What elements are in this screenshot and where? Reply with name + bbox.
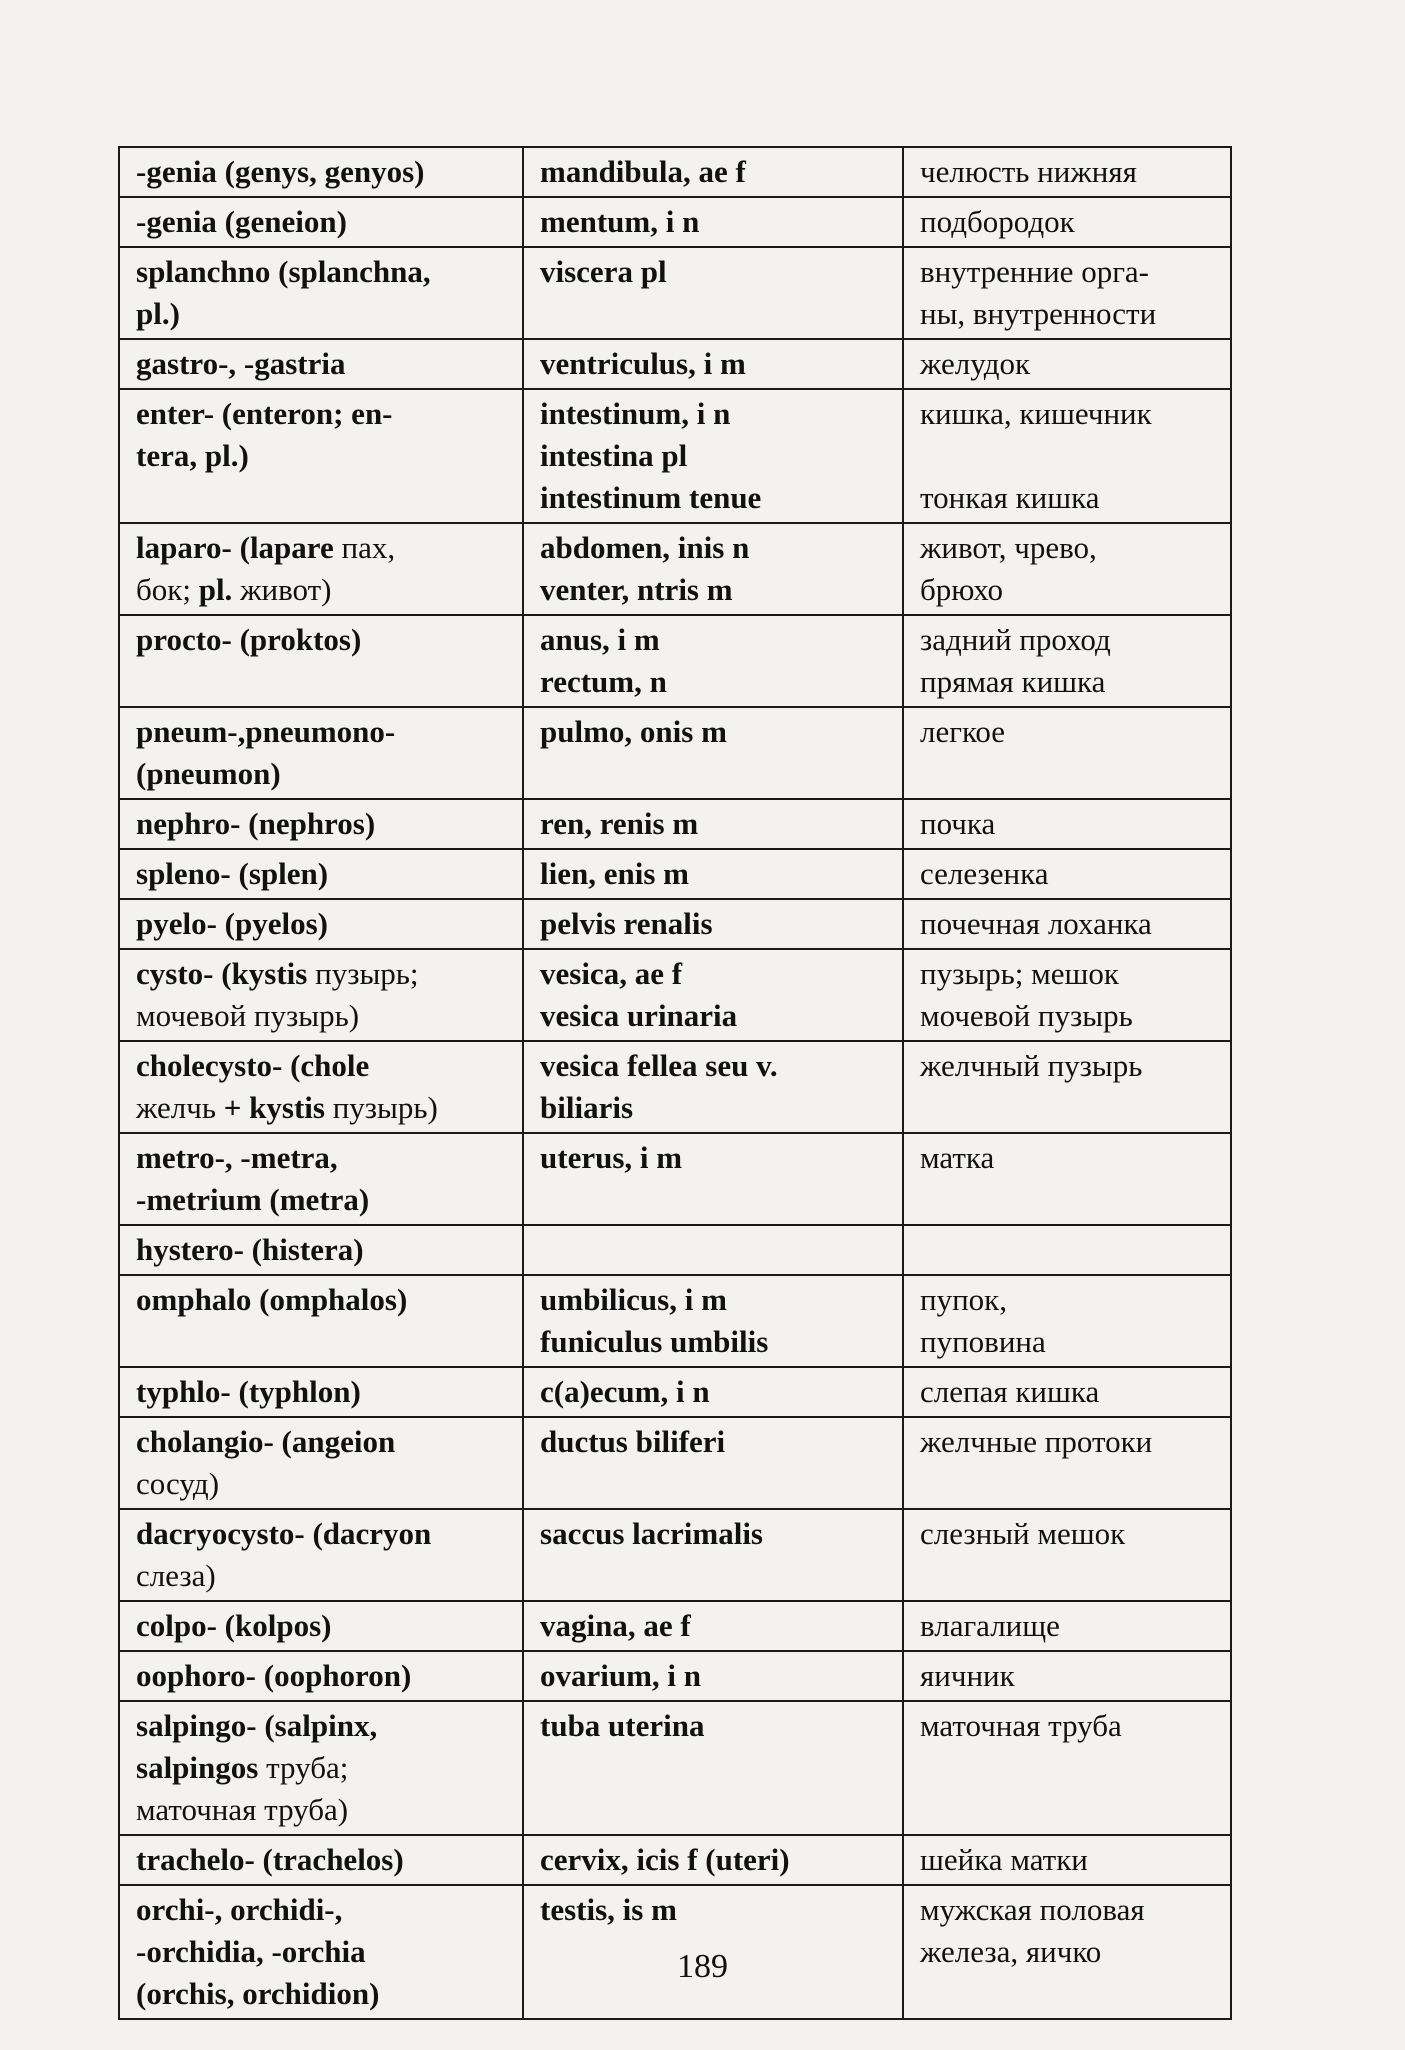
table-row [119,247,1231,339]
translation-line: тонкая кишка [920,480,1100,515]
term-cell [119,389,523,523]
latin-cell [523,1417,903,1509]
term-cell [119,247,523,339]
term-plain-segment: пах, [341,530,396,565]
latin-line: rectum, n [540,664,667,699]
translation-line: пупок, [920,1282,1007,1317]
translation-cell [903,1367,1231,1417]
latin-cell [523,1651,903,1701]
term-cell [119,799,523,849]
latin-cell [523,1835,903,1885]
translation-line: кишка, кишечник [920,396,1152,431]
term-bold-segment: cholecysto- (chole [136,1048,370,1083]
term-line: pyelo- (pyelos) [136,906,329,941]
term-line: splanchno (splanchna, [136,254,431,289]
translation-line: почечная лоханка [920,906,1152,941]
term-line [136,1747,514,1789]
translation-line: селезенка [920,856,1049,891]
latin-line: ductus biliferi [540,1424,726,1459]
table-row [119,1225,1231,1275]
latin-cell [523,197,903,247]
latin-cell [523,1041,903,1133]
table-row [119,523,1231,615]
term-cell [119,1835,523,1885]
term-line: metro-, -metra, [136,1140,338,1175]
latin-cell [523,615,903,707]
term-cell [119,339,523,389]
translation-cell [903,949,1231,1041]
table-row [119,1367,1231,1417]
translation-line: почка [920,806,996,841]
translation-line: челюсть нижняя [920,154,1137,189]
latin-line: intestinum, i n [540,396,731,431]
translation-cell [903,339,1231,389]
latin-cell [523,849,903,899]
terminology-table-body [119,147,1231,2019]
term-line: colpo- (kolpos) [136,1608,332,1643]
term-cell [119,1275,523,1367]
term-cell [119,1651,523,1701]
translation-line: желудок [920,346,1031,381]
translation-line: желчный пузырь [920,1048,1143,1083]
latin-line: ventriculus, i m [540,346,746,381]
latin-line: abdomen, inis n [540,530,750,565]
term-line: spleno- (splen) [136,856,329,891]
term-line: enter- (enteron; en- [136,396,393,431]
term-line [136,1555,514,1597]
term-line: typhlo- (typhlon) [136,1374,361,1409]
term-line: (pneumon) [136,756,281,791]
table-row [119,615,1231,707]
table-row [119,1417,1231,1509]
term-line: procto- (proktos) [136,622,362,657]
term-cell [119,1133,523,1225]
term-line [136,995,514,1037]
table-row [119,899,1231,949]
latin-cell [523,1701,903,1835]
term-cell [119,1225,523,1275]
table-row [119,799,1231,849]
translation-line: легкое [920,714,1006,749]
translation-line: подбородок [920,204,1075,239]
translation-cell [903,523,1231,615]
table-row [119,849,1231,899]
table-row [119,1041,1231,1133]
term-bold-segment: cysto- (kystis [136,956,316,991]
translation-cell [903,615,1231,707]
translation-cell [903,1133,1231,1225]
term-cell [119,1417,523,1509]
latin-line: anus, i m [540,622,660,657]
term-line: tera, pl.) [136,438,249,473]
latin-cell [523,1367,903,1417]
term-line: -orchidia, -orchia [136,1934,366,1969]
latin-cell [523,1133,903,1225]
translation-cell [903,197,1231,247]
latin-line: biliaris [540,1090,634,1125]
term-cell [119,1601,523,1651]
translation-line: железа, яичко [920,1934,1102,1969]
term-line: -metrium (metra) [136,1182,370,1217]
term-cell [119,949,523,1041]
table-row [119,1509,1231,1601]
translation-cell [903,849,1231,899]
latin-line: ovarium, i n [540,1658,702,1693]
table-row [119,389,1231,523]
translation-cell [903,1225,1231,1275]
translation-cell [903,799,1231,849]
term-line [136,1463,514,1505]
term-plain-segment: желчь [136,1090,224,1125]
table-row [119,1133,1231,1225]
latin-line: c(a)ecum, i n [540,1374,710,1409]
translation-line: маточная труба [920,1708,1122,1743]
latin-line: pelvis renalis [540,906,713,941]
translation-cell [903,247,1231,339]
translation-line: мужская половая [920,1892,1145,1927]
term-bold-segment: salpingo- (salpinx, [136,1708,378,1743]
translation-line: матка [920,1140,995,1175]
latin-line: umbilicus, i m [540,1282,727,1317]
table-row [119,1275,1231,1367]
latin-cell [523,523,903,615]
translation-line [920,1229,1222,1271]
translation-line: задний проход [920,622,1111,657]
translation-cell [903,1835,1231,1885]
term-line [136,527,514,569]
terminology-table [118,146,1232,2020]
translation-cell [903,1041,1231,1133]
term-line: trachelo- (trachelos) [136,1842,404,1877]
latin-line: intestinum tenue [540,480,762,515]
term-cell [119,523,523,615]
term-bold-segment: cholangio- (angeion [136,1424,396,1459]
term-cell [119,197,523,247]
translation-cell [903,1275,1231,1367]
latin-cell [523,707,903,799]
latin-cell [523,799,903,849]
term-line: (orchis, orchidion) [136,1976,380,2011]
term-bold-segment: laparo- (lapare [136,530,342,565]
term-line: -genia (geneion) [136,204,347,239]
term-bold-segment: + kystis [223,1090,333,1125]
translation-line: шейка матки [920,1842,1088,1877]
term-plain-segment: сосуд) [136,1466,220,1501]
page-number: 189 [677,1948,728,1985]
translation-line: желчные протоки [920,1424,1153,1459]
translation-line: прямая кишка [920,664,1106,699]
term-cell [119,1367,523,1417]
term-plain-segment: мочевой пузырь) [136,998,360,1033]
latin-line: vesica urinaria [540,998,738,1033]
latin-line: intestina pl [540,438,688,473]
term-cell [119,1041,523,1133]
translation-line: внутренние орга- [920,254,1149,289]
translation-line: пуповина [920,1324,1046,1359]
table-row [119,949,1231,1041]
translation-cell [903,1701,1231,1835]
term-line [136,1045,514,1087]
translation-cell [903,389,1231,523]
term-line: gastro-, -gastria [136,346,346,381]
term-line: pl.) [136,296,180,331]
term-cell [119,1509,523,1601]
translation-line: мочевой пузырь [920,998,1133,1033]
translation-line: слезный мешок [920,1516,1126,1551]
translation-cell [903,147,1231,197]
latin-cell [523,949,903,1041]
term-line [136,569,514,611]
term-line [136,1421,514,1463]
latin-cell [523,147,903,197]
latin-line: funiculus umbilis [540,1324,769,1359]
latin-line: tuba uterina [540,1708,705,1743]
term-plain-segment: пузырь; [315,956,419,991]
latin-line: ren, renis m [540,806,699,841]
term-cell [119,1701,523,1835]
latin-cell [523,1275,903,1367]
translation-line: живот, чрево, [920,530,1097,565]
latin-line: uterus, i m [540,1140,683,1175]
translation-cell [903,1509,1231,1601]
term-line: orchi-, orchidi-, [136,1892,343,1927]
term-line: omphalo (omphalos) [136,1282,408,1317]
term-line [136,1789,514,1831]
latin-cell [523,339,903,389]
table-row [119,339,1231,389]
translation-cell [903,1651,1231,1701]
translation-cell [903,707,1231,799]
latin-line: vesica, ae f [540,956,683,991]
table-row [119,1701,1231,1835]
latin-cell [523,1509,903,1601]
term-cell [119,147,523,197]
latin-line: saccus lacrimalis [540,1516,763,1551]
table-row [119,147,1231,197]
term-line [136,1513,514,1555]
table-row [119,1601,1231,1651]
latin-line: vagina, ae f [540,1608,691,1643]
term-plain-segment: пузырь) [332,1090,438,1125]
table-row [119,1835,1231,1885]
term-line: hystero- (histera) [136,1232,364,1267]
latin-line: mandibula, ae f [540,154,746,189]
translation-line: пузырь; мешок [920,956,1119,991]
latin-line: cervix, icis f (uteri) [540,1842,790,1877]
term-line: oophoro- (oophoron) [136,1658,412,1693]
latin-line: pulmo, onis m [540,714,727,749]
latin-line [540,1229,894,1271]
term-cell [119,707,523,799]
translation-cell [903,1601,1231,1651]
translation-cell [903,899,1231,949]
latin-cell [523,1601,903,1651]
table-row [119,707,1231,799]
table-row [119,197,1231,247]
term-line [136,1087,514,1129]
latin-line: venter, ntris m [540,572,733,607]
term-cell [119,899,523,949]
latin-line: lien, enis m [540,856,689,891]
translation-line [920,435,1222,477]
term-plain-segment: живот) [240,572,332,607]
term-cell [119,849,523,899]
term-bold-segment: pl. [198,572,241,607]
term-line: -genia (genys, genyos) [136,154,425,189]
translation-line: влагалище [920,1608,1060,1643]
term-bold-segment: salpingos [136,1750,267,1785]
latin-line: testis, is m [540,1892,677,1927]
translation-cell [903,1417,1231,1509]
term-line [136,1705,514,1747]
term-plain-segment: бок; [136,572,199,607]
term-line: nephro- (nephros) [136,806,376,841]
term-plain-segment: маточная труба) [136,1792,349,1827]
translation-line: яичник [920,1658,1015,1693]
latin-cell [523,247,903,339]
latin-line: vesica fellea seu v. [540,1048,778,1083]
latin-cell [523,899,903,949]
term-plain-segment: труба; [266,1750,349,1785]
translation-line: брюхо [920,572,1004,607]
translation-line: слепая кишка [920,1374,1100,1409]
latin-cell [523,1225,903,1275]
term-line [136,953,514,995]
table-row [119,1651,1231,1701]
term-bold-segment: dacryocysto- (dacryon [136,1516,432,1551]
term-cell [119,615,523,707]
latin-line: mentum, i n [540,204,700,239]
latin-cell [523,389,903,523]
latin-line: viscera pl [540,254,667,289]
term-line: pneum-,pneumono- [136,714,396,749]
translation-line: ны, внутренности [920,296,1157,331]
term-plain-segment: слеза) [136,1558,216,1593]
